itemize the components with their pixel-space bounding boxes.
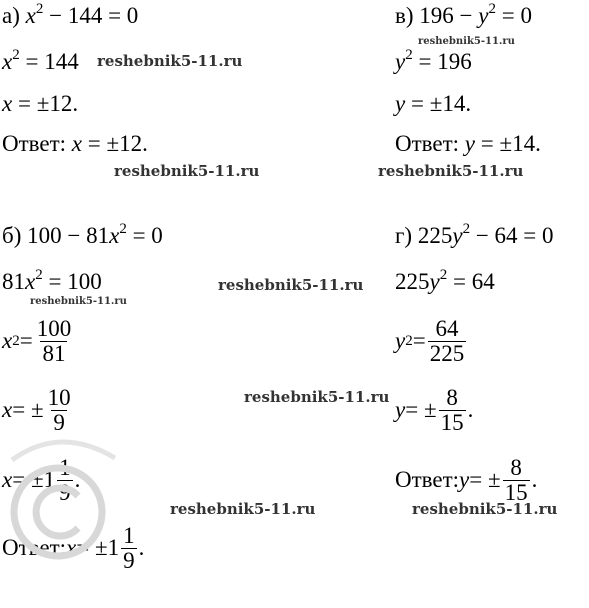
denominator: 9 — [59, 479, 71, 505]
problem-a-answer — [2, 130, 148, 158]
fraction — [439, 386, 466, 435]
problem-g-label: г) — [395, 223, 413, 248]
fraction — [46, 386, 73, 435]
problem-b-step1 — [2, 268, 102, 296]
denominator: 9 — [123, 547, 135, 573]
var: y — [395, 397, 406, 422]
problem-a-step2 — [2, 90, 78, 118]
text: = ±1 — [76, 535, 120, 560]
numerator: 1 — [123, 522, 135, 548]
text: 225 — [412, 223, 453, 248]
problem-g-step1 — [395, 268, 495, 296]
var: y — [452, 223, 463, 248]
watermark: reshebnik5-11.ru — [218, 276, 364, 294]
var: y — [464, 131, 476, 156]
problem-a-equation — [2, 2, 138, 30]
denominator: 225 — [429, 340, 465, 366]
text: = — [19, 328, 33, 353]
exp: 2 — [35, 267, 43, 283]
watermark: reshebnik5-11.ru — [30, 296, 127, 307]
answer-word: Ответ: — [395, 467, 460, 492]
answer-word: Ответ: — [2, 131, 72, 156]
numerator: 1 — [59, 454, 71, 480]
var: x — [71, 131, 83, 156]
problem-a-label: а) — [2, 3, 20, 28]
fraction — [428, 317, 467, 366]
problem-a-step1 — [2, 48, 79, 76]
answer-word: Ответ: — [395, 131, 465, 156]
exp: 2 — [405, 47, 413, 63]
var: x — [2, 91, 13, 116]
text: = ± — [12, 397, 44, 422]
exp: 2 — [12, 47, 20, 63]
text: = 0 — [495, 3, 532, 28]
text: . — [467, 397, 474, 422]
text: = ±14. — [475, 131, 541, 156]
var: x — [109, 223, 120, 248]
text: 225 — [395, 269, 430, 294]
watermark: reshebnik5-11.ru — [418, 36, 515, 47]
problem-v-step2 — [395, 90, 471, 118]
denominator: 15 — [504, 479, 528, 505]
text: = ±12. — [12, 91, 79, 116]
numerator: 8 — [446, 384, 458, 410]
watermark: reshebnik5-11.ru — [97, 52, 243, 70]
fraction — [503, 456, 530, 505]
watermark: reshebnik5-11.ru — [378, 162, 524, 180]
problem-g-step3 — [395, 382, 473, 438]
var: x — [2, 49, 13, 74]
problem-b-equation — [2, 222, 163, 250]
text: 196 − — [413, 3, 479, 28]
text: = ±12. — [82, 131, 148, 156]
numerator: 10 — [47, 384, 71, 410]
var: y — [478, 3, 489, 28]
var: x — [25, 269, 36, 294]
text: . — [74, 467, 81, 492]
watermark: reshebnik5-11.ru — [114, 162, 260, 180]
problem-v-step1 — [395, 48, 472, 76]
exp: 2 — [35, 1, 44, 17]
text: 100 − 81 — [21, 223, 110, 248]
copyright-stamp-icon — [0, 430, 150, 570]
exp: 2 — [488, 1, 496, 17]
denominator: 15 — [440, 409, 464, 435]
denominator: 81 — [42, 340, 66, 366]
exp: 2 — [439, 267, 448, 283]
var: x — [66, 535, 77, 560]
problem-b-label: б) — [2, 223, 22, 248]
text: . — [531, 467, 538, 492]
exp: 2 — [119, 221, 127, 237]
text: = ± — [469, 467, 501, 492]
text: − 64 = 0 — [470, 223, 554, 248]
var: y — [459, 467, 470, 492]
numerator: 100 — [36, 315, 72, 341]
var: y — [395, 49, 406, 74]
text: = 0 — [126, 223, 163, 248]
text: − 144 = 0 — [43, 3, 139, 28]
numerator: 64 — [435, 315, 459, 341]
answer-word: Ответ: — [2, 535, 67, 560]
fraction — [35, 317, 74, 366]
var: y — [395, 328, 406, 353]
text: = — [412, 328, 426, 353]
var: y — [395, 91, 406, 116]
text: = 144 — [19, 49, 79, 74]
problem-v-answer — [395, 130, 541, 158]
text: 81 — [2, 269, 25, 294]
var: x — [2, 467, 13, 492]
numerator: 8 — [510, 454, 522, 480]
watermark: reshebnik5-11.ru — [412, 500, 558, 518]
var: y — [429, 269, 440, 294]
text: = ±14. — [405, 91, 472, 116]
text: = ±1 — [12, 467, 56, 492]
text: = 100 — [42, 269, 102, 294]
text: = 196 — [412, 49, 472, 74]
watermark: reshebnik5-11.ru — [244, 388, 390, 406]
var: x — [2, 328, 13, 353]
var: x — [25, 3, 36, 28]
watermark: reshebnik5-11.ru — [170, 500, 316, 518]
problem-g-equation — [395, 222, 554, 250]
text: . — [138, 535, 145, 560]
problem-g-step2: y 2 = $\frac{64}{225}$ — [395, 315, 465, 366]
denominator: 9 — [53, 409, 65, 435]
exp: 2 — [462, 221, 471, 237]
problem-v-equation — [395, 2, 532, 30]
problem-b-step2: x 2 = $\frac{100}{81}$ — [2, 315, 72, 366]
var: x — [2, 397, 13, 422]
text: = 64 — [447, 269, 495, 294]
text: = ± — [405, 397, 437, 422]
problem-v-label: в) — [395, 3, 414, 28]
